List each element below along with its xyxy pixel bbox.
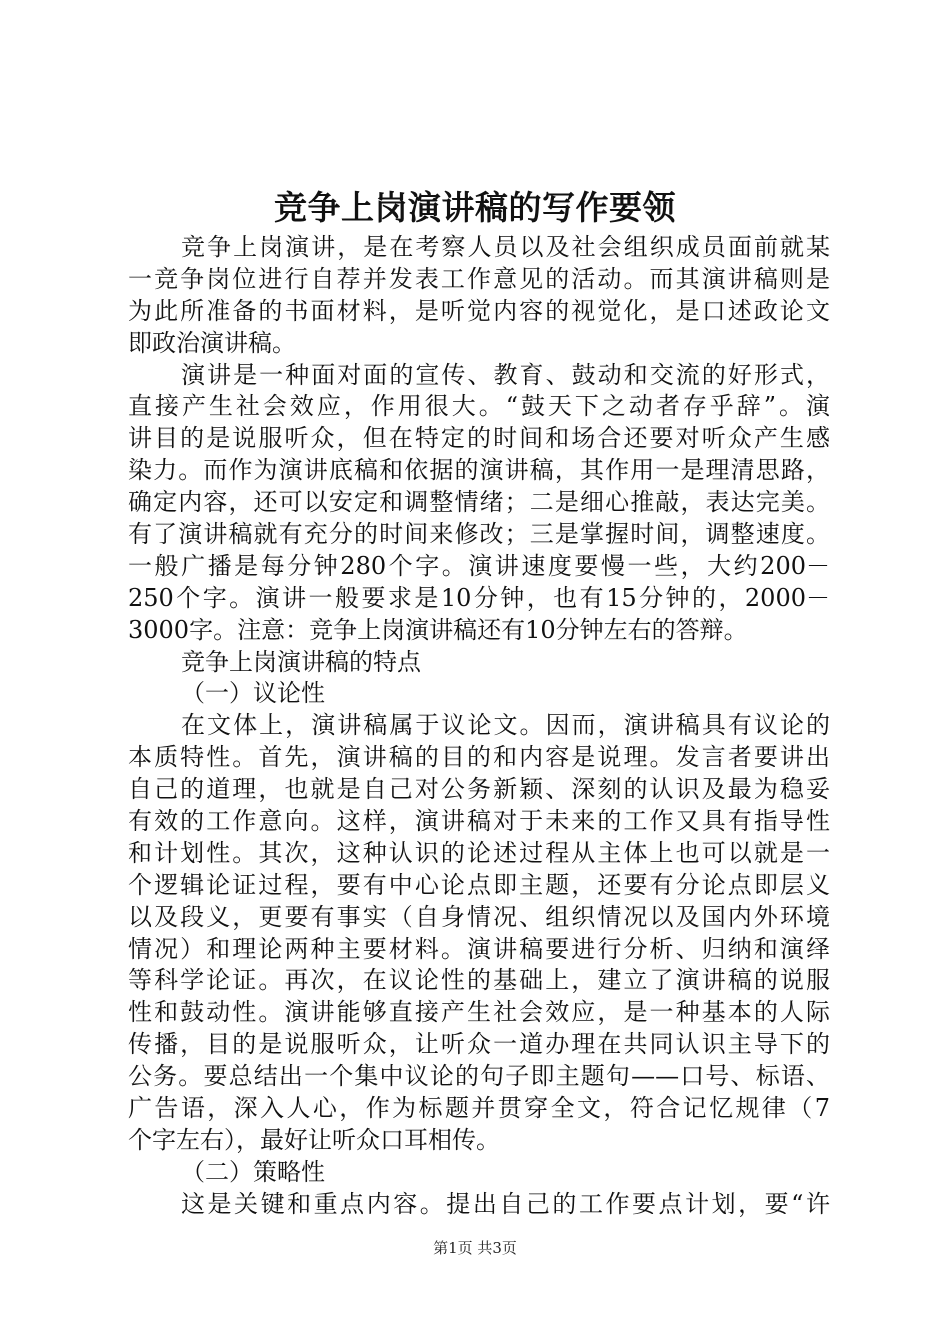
body-line: 个逻辑论证过程，要有中心论点即主题，还要有分论点即层义	[128, 870, 830, 899]
section-heading: 竞争上岗演讲稿的特点	[181, 647, 421, 676]
body-line: 直接产生社会效应，作用很大。“鼓天下之动者存乎辞”。演	[128, 392, 830, 421]
body-line: 3000字。注意：竞争上岗演讲稿还有10分钟左右的答辩。	[128, 615, 748, 644]
body-line: 讲目的是说服听众，但在特定的时间和场合还要对听众产生感	[128, 424, 830, 453]
body-line: 染力。而作为演讲底稿和依据的演讲稿，其作用一是理清思路，	[128, 456, 830, 485]
body-line: 有效的工作意向。这样，演讲稿对于未来的工作又具有指导性	[128, 807, 830, 836]
body-line: 传播，目的是说服听众，让听众一道办理在共同认识主导下的	[128, 1030, 830, 1059]
document-title: 竞争上岗演讲稿的写作要领	[274, 188, 676, 227]
page-footer: 第1页 共3页	[433, 1239, 517, 1257]
body-line: 竞争上岗演讲，是在考察人员以及社会组织成员面前就某	[181, 233, 830, 261]
body-line: 即政治演讲稿。	[128, 328, 296, 357]
body-line: 有了演讲稿就有充分的时间来修改；三是掌握时间，调整速度。	[128, 520, 830, 549]
body-line: 广告语，深入人心，作为标题并贯穿全文，符合记忆规律（7	[128, 1094, 830, 1123]
body-line: 情况）和理论两种主要材料。演讲稿要进行分析、归纳和演绎	[128, 934, 830, 963]
body-line: 个字左右），最好让听众口耳相传。	[128, 1125, 500, 1154]
body-line: 性和鼓动性。演讲能够直接产生社会效应，是一种基本的人际	[128, 998, 830, 1027]
body-line: 确定内容，还可以安定和调整情绪；二是细心推敲，表达完美。	[128, 488, 830, 517]
body-line: 和计划性。其次，这种认识的论述过程从主体上也可以就是一	[128, 838, 830, 867]
body-line: 以及段义，更要有事实（自身情况、组织情况以及国内外环境	[128, 902, 830, 931]
document-body	[128, 232, 830, 1221]
body-line: 一般广播是每分钟280个字。演讲速度要慢一些，大约200－	[128, 551, 830, 580]
body-line: 等科学论证。再次，在议论性的基础上，建立了演讲稿的说服	[128, 966, 830, 995]
body-line: 这是关键和重点内容。提出自己的工作要点计划，要“许	[181, 1189, 830, 1218]
body-line: 一竞争岗位进行自荐并发表工作意见的活动。而其演讲稿则是	[128, 264, 830, 293]
body-line: 为此所准备的书面材料，是听觉内容的视觉化，是口述政论文	[128, 296, 830, 325]
body-line: 演讲是一种面对面的宣传、教育、鼓动和交流的好形式，	[181, 360, 830, 389]
subsection-heading: （一）议论性	[181, 679, 325, 708]
body-line: 250个字。演讲一般要求是10分钟，也有15分钟的，2000－	[128, 583, 830, 612]
body-line: 本质特性。首先，演讲稿的目的和内容是说理。发言者要讲出	[128, 743, 830, 772]
subsection-heading: （二）策略性	[181, 1157, 325, 1186]
body-line: 在文体上，演讲稿属于议论文。因而，演讲稿具有议论的	[181, 711, 830, 740]
body-line: 自己的道理，也就是自己对公务新颖、深刻的认识及最为稳妥	[128, 775, 830, 804]
body-line: 公务。要总结出一个集中议论的句子即主题句——口号、标语、	[128, 1062, 830, 1091]
